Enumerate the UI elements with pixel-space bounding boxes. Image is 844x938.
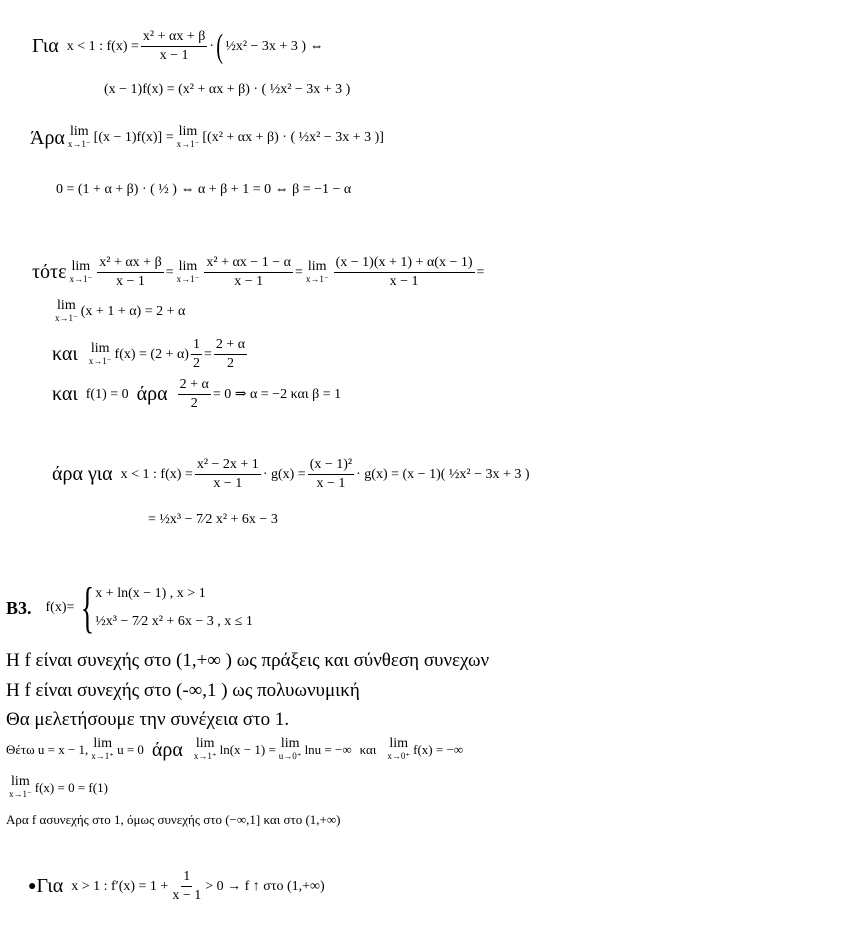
text-tote: τότε: [32, 261, 67, 283]
line-5: τότε lim x→1⁻ $\frac{\text{x² + αx + β}}{x - 1}$ = lim x→1⁻ $\frac{\text{x² + αx − 1 − α}}{x - 1}$ = lim x→1⁻ $\frac{(x - 1)(x + 1) + \alpha(x - 1)}{x - 1}$ =: [32, 255, 485, 289]
paren: (: [216, 27, 224, 65]
b3-definition: B3. f(x)= { x + ln(x − 1) , x > 1 ½x³ − 7⁄2 x² + 6x − 3 , x ≤ 1: [6, 577, 253, 639]
condition: x < 1 : f(x) =: [66, 38, 139, 54]
line-13: Αρα f ασυνεχής στο 1, όμως συνεχής στο (−∞,1] και στο (1,+∞): [6, 812, 341, 827]
line-6: [52, 300, 185, 324]
fraction-half: $\frac{1}{2}$: [192, 337, 200, 371]
line-9: άρα για x < 1 : f(x) = $\frac{\text{x² − 2x + 1}}{x - 1}$ · g(x) = $\frac{\text{(x − 1)²}}{x - 1}$ · g(x) = (x − 1)( ½x² − 3x + 3 ): [52, 457, 530, 491]
line-12: lim x→1⁻ f(x) = 0 = f(1): [9, 774, 108, 799]
case-1: x + ln(x − 1) , x > 1: [95, 586, 206, 601]
case-2: ½x³ − 7⁄2 x² + 6x − 3 , x ≤ 1: [95, 614, 253, 629]
line-7: και lim x→1⁻ f(x) = (2 + α) $\frac{1}{2}$ = $\frac{2 + \alpha}{2}$: [52, 337, 246, 371]
line-8: και f(1) = 0 άρα $\frac{2 + \alpha}{2}$ = 0 ⇒ α = −2 και β = 1: [52, 377, 342, 411]
text-kai: και: [52, 343, 78, 365]
section-label: B3.: [6, 597, 32, 618]
limit-3: lim u→0⁺: [278, 736, 302, 761]
text-gia: Για: [36, 875, 64, 897]
limit: lim x→1⁻: [69, 258, 93, 284]
fraction-1: $\frac{\text{x² + αx + β}}{x - 1}$: [99, 255, 162, 289]
text-ara: άρα: [136, 383, 168, 405]
dot: ·: [209, 38, 215, 54]
limit-2: lim x→1⁺: [193, 736, 217, 761]
limit-3: lim x→1⁻: [305, 258, 329, 284]
limit: lim x→1⁻: [88, 340, 112, 366]
brace: {: [81, 577, 95, 639]
fraction: [141, 28, 207, 65]
text-ara: Άρα: [30, 126, 65, 149]
denominator: x − 1: [159, 48, 189, 63]
fraction: $\frac{1}{x - 1}$: [172, 869, 202, 903]
bullet-icon: ●: [28, 878, 37, 894]
line-2: [104, 82, 350, 98]
text-ara: άρα: [151, 738, 183, 761]
line-10: [148, 512, 278, 528]
expression: = ½x³ − 7⁄2 x² + 6x − 3: [148, 512, 278, 527]
expression: ½x² − 3x + 3 ) ⇔: [225, 38, 324, 54]
line-3: [30, 126, 384, 150]
fraction: $\frac{2 + \alpha}{2}$: [179, 377, 209, 411]
cases: [95, 580, 253, 636]
numerator: x² + αx + β: [141, 28, 207, 47]
fraction-2: $\frac{\text{(x − 1)²}}{x - 1}$: [309, 457, 353, 491]
limit-2: lim x→1⁻: [176, 258, 200, 284]
line-11: Θέτω u = x − 1, lim x→1⁺ u = 0 άρα lim x→1⁺ ln(x − 1) = lim u→0⁺ lnu = −∞ και lim x→0⁺ f(x) = −∞: [6, 736, 464, 761]
fraction-2: $\frac{\text{x² + αx − 1 − α}}{x - 1}$: [206, 255, 291, 289]
limit-2: lim x→1⁻: [176, 124, 200, 149]
expression: f(x) = (2 + α): [114, 346, 189, 362]
line-1: [32, 28, 324, 65]
expression-left: [(x − 1)f(x)] =: [93, 130, 174, 145]
limit: lim x→1⁻: [9, 774, 32, 799]
limit: lim x→1⁻: [55, 298, 78, 323]
limit: lim x→1⁺: [91, 736, 115, 761]
expression: (x − 1)f(x) = (x² + αx + β) · ( ½x² − 3x + 3 ): [104, 82, 351, 97]
line-14: ● Για x > 1 : f′(x) = 1 + $\frac{1}{x - 1}$ > 0 → f ↑ στο (1,+∞): [28, 869, 325, 903]
text-kai: και: [52, 383, 78, 405]
expression: (x + 1 + α) = 2 + α: [80, 304, 186, 319]
line-4: [56, 182, 351, 198]
text-continuity-2: Η f είναι συνεχής στο (-∞,1 ) ως πολυωνυμική: [6, 680, 360, 701]
text-continuity-1: Η f είναι συνεχής στο (1,+∞ ) ως πράξεις και σύνθεση συνεχων: [6, 650, 490, 671]
fraction-3: $\frac{(x - 1)(x + 1) + \alpha(x - 1)}{x - 1}$: [335, 255, 473, 289]
text-ara-gia: άρα για: [52, 463, 113, 485]
fraction: $\frac{2 + \alpha}{2}$: [215, 337, 246, 371]
limit-4: lim x→0⁺: [387, 736, 411, 761]
expression-right: [(x² + αx + β) · ( ½x² − 3x + 3 )]: [202, 130, 384, 145]
limit: lim x→1⁻: [67, 124, 91, 149]
expression: 0 = (1 + α + β) · ( ½ ) ⇔ α + β + 1 = 0 ⇔ β = −1 − α: [56, 182, 352, 197]
text-gia: Για: [32, 35, 59, 57]
fraction-1: $\frac{\text{x² − 2x + 1}}{x - 1}$: [196, 457, 259, 491]
text-continuity-3: Θα μελετήσουμε την συνέχεια στο 1.: [6, 709, 290, 730]
